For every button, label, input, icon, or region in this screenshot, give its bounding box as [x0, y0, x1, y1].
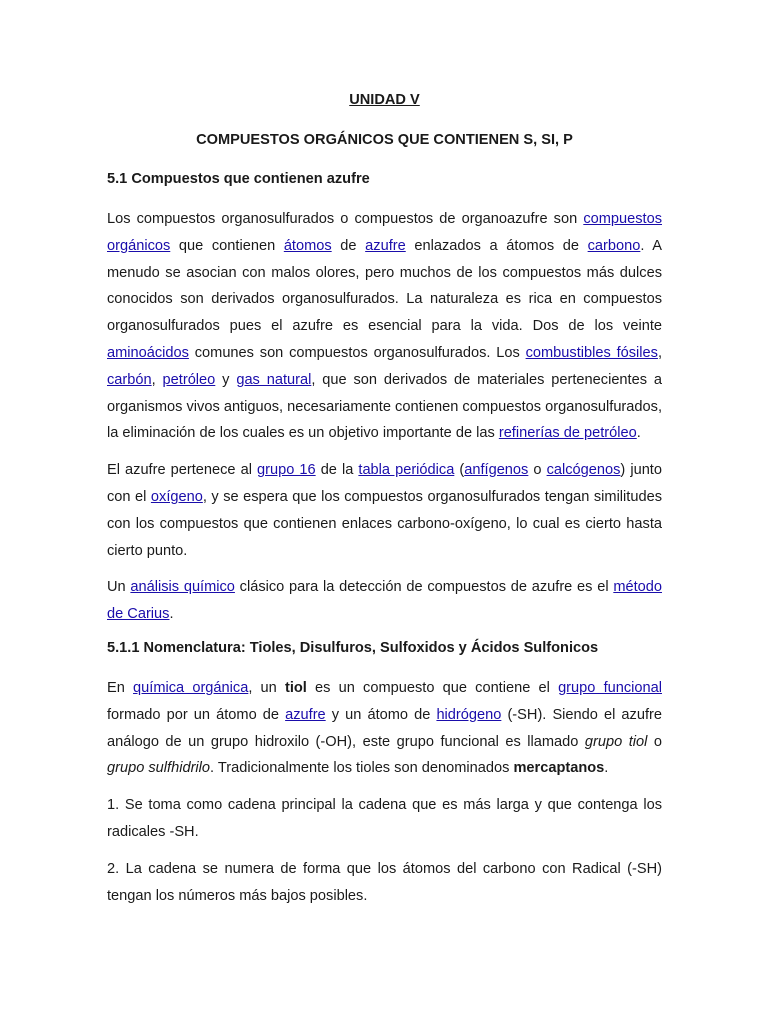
link-azufre-2[interactable]: azufre — [285, 706, 326, 723]
section-heading-5-1: 5.1 Compuestos que contienen azufre — [107, 171, 370, 187]
link-hidrogeno[interactable]: hidrógeno — [436, 706, 502, 723]
link-calcogenos[interactable]: calcógenos — [546, 462, 621, 479]
term-mercaptanos: mercaptanos — [513, 760, 605, 777]
chapter-title: COMPUESTOS ORGÁNICOS QUE CONTIENEN S, SI, P — [196, 132, 573, 148]
rule-item-1: 1. Se toma como cadena principal la cadena que es más larga y que contenga los radicales -SH. — [107, 797, 662, 840]
paragraph-organosulfur-intro: Los compuestos organosulfurados o compuestos de organoazufre son compuestos orgánicos que contienen átomos de azufre enlazados a átomos de carbono. A menudo se asocian con malos olores, pero muchos de los compuestos más dulces conocidos son derivados organosulfurados. La naturaleza es rica en compuestos organosulfurados pues el azufre es esencial para la vida. Dos de los veinte aminoácidos comunes son compuestos organosulfurados. Los combustibles fósiles, carbón, petróleo y gas natural, que son derivados de materiales pertenecientes a organismos vivos antiguos, necesariamente contienen compuestos organosulfurados, la eliminación de los cuales es un objetivo importante de las refinerías de petróleo. — [107, 211, 662, 442]
link-azufre[interactable]: azufre — [365, 237, 406, 254]
paragraph-carius-method: Un análisis químico clásico para la detección de compuestos de azufre es el método de Carius. — [107, 579, 662, 623]
rule-item-2: 2. La cadena se numera de forma que los átomos del carbono con Radical (-SH) tengan los números más bajos posibles. — [107, 860, 662, 904]
link-metodo-de-carius[interactable]: método de Carius — [107, 579, 662, 623]
document-page — [107, 90, 662, 919]
link-quimica-organica[interactable]: química orgánica — [133, 679, 249, 696]
term-grupo-sulfhidrilo: grupo sulfhidrilo — [107, 760, 211, 777]
link-petroleo[interactable]: petróleo — [162, 371, 216, 388]
link-grupo-16[interactable]: grupo 16 — [257, 462, 316, 479]
link-refinerias-de-petroleo[interactable]: refinerías de petróleo — [498, 425, 637, 442]
term-tiol: tiol — [284, 679, 307, 696]
link-carbono[interactable]: carbono — [587, 237, 641, 254]
paragraph-group-16: El azufre pertenece al grupo 16 de la tabla periódica (anfígenos o calcógenos) junto con el oxígeno, y se espera que los compuestos organosulfurados tengan similitudes con los compuestos que contienen enlaces carbono-oxígeno, lo cual es cierto hasta cierto punto. — [107, 462, 662, 559]
link-carbon[interactable]: carbón — [107, 371, 152, 388]
section-heading-5-1-1: 5.1.1 Nomenclatura: Tioles, Disulfuros, Sulfoxidos y Ácidos Sulfonicos — [107, 639, 599, 656]
term-grupo-tiol: grupo tiol — [584, 733, 648, 750]
link-grupo-funcional[interactable]: grupo funcional — [558, 679, 662, 696]
link-combustibles-fosiles[interactable]: combustibles fósiles — [525, 344, 658, 361]
link-analisis-quimico[interactable]: análisis químico — [130, 579, 235, 596]
link-gas-natural[interactable]: gas natural — [236, 371, 312, 388]
paragraph-thiol-definition: En química orgánica, un tiol es un compuesto que contiene el grupo funcional formado por un átomo de azufre y un átomo de hidrógeno (-SH). Siendo el azufre análogo de un grupo hidroxilo (-OH), este grupo funcional es llamado grupo tiol o grupo sulfhidrilo. Tradicionalmente los tioles son denominados mercaptanos. — [107, 679, 663, 777]
link-aminoacidos[interactable]: aminoácidos — [107, 344, 189, 361]
link-tabla-periodica[interactable]: tabla periódica — [358, 462, 455, 479]
link-atomos[interactable]: átomos — [283, 237, 332, 254]
link-oxigeno[interactable]: oxígeno — [150, 488, 203, 505]
link-compuestos-organicos[interactable]: compuestos orgánicos — [107, 211, 662, 254]
unit-heading: UNIDAD V — [349, 92, 420, 108]
link-anfigenos[interactable]: anfígenos — [464, 462, 529, 479]
